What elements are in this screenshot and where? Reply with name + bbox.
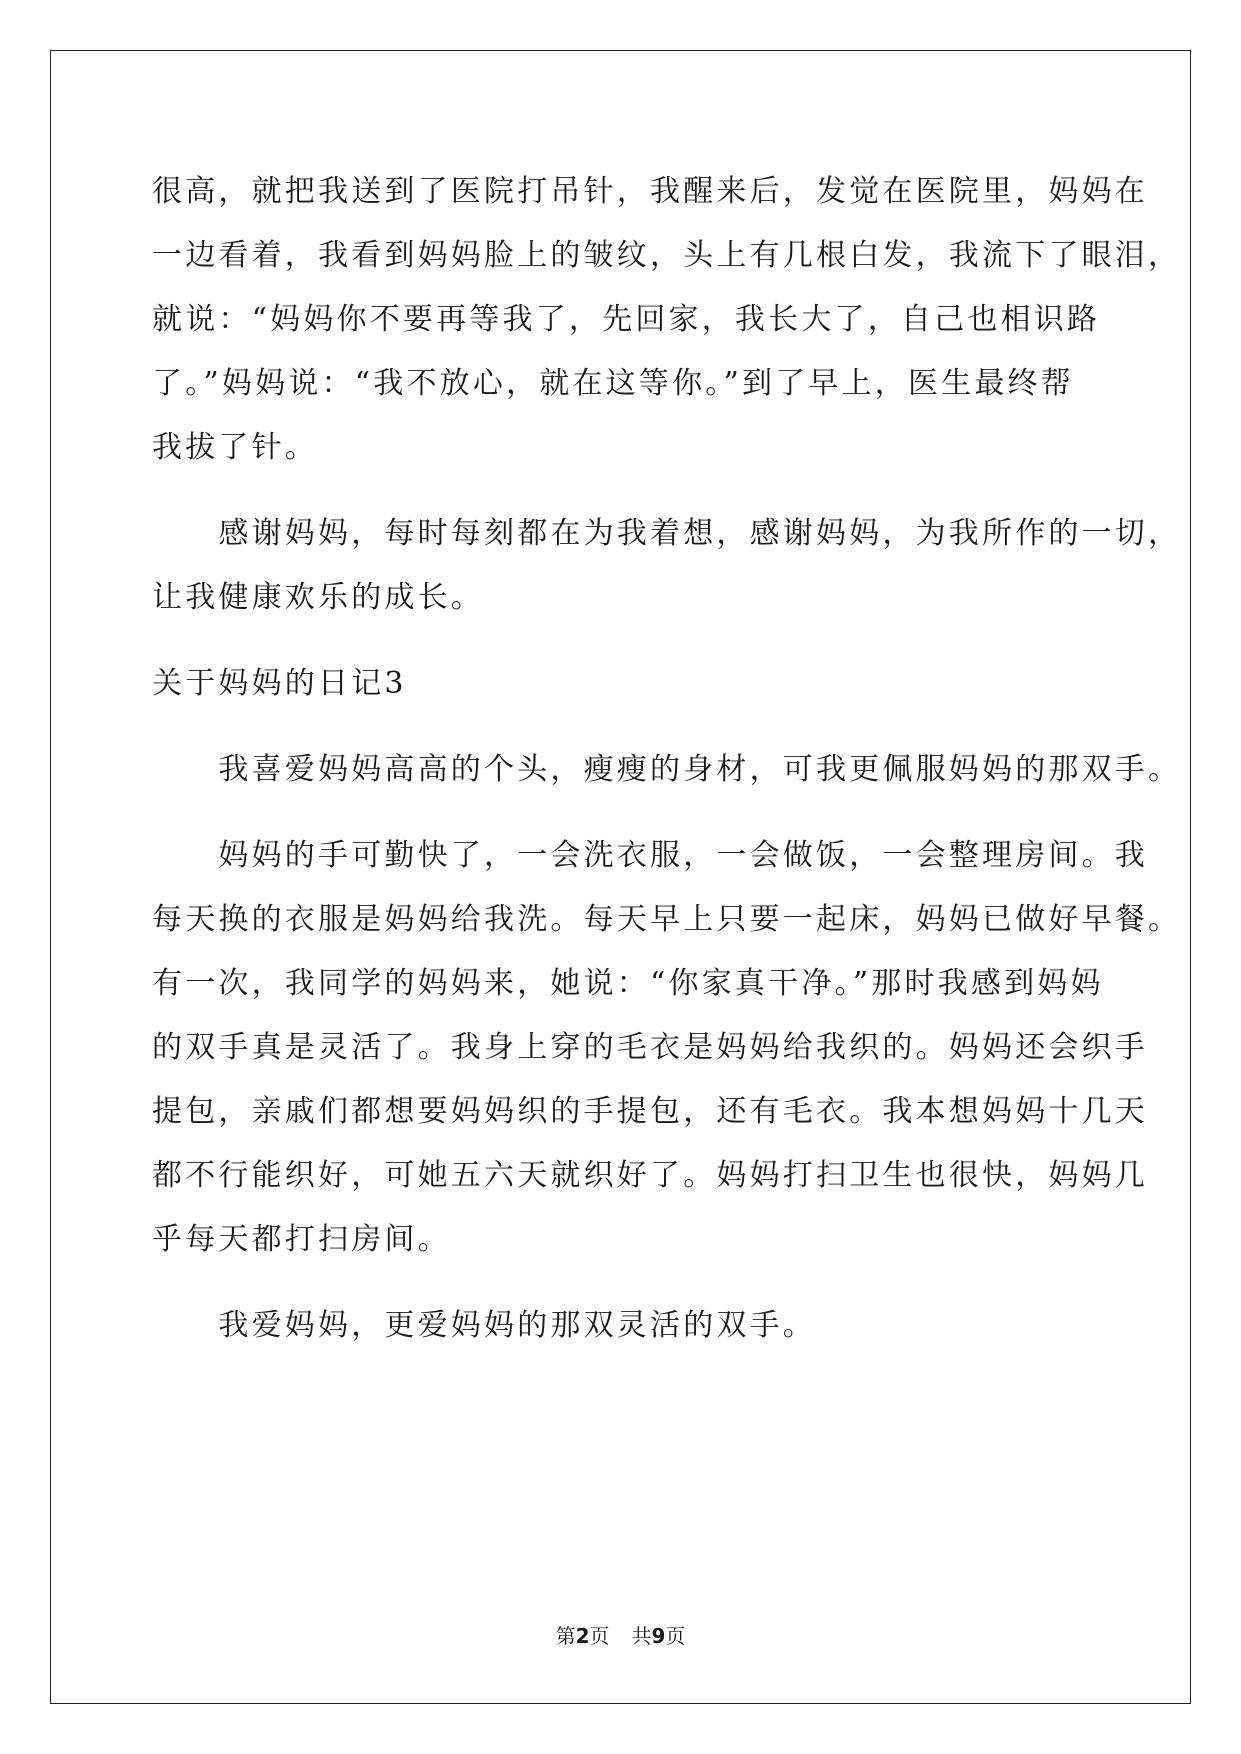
text-line: 感谢妈妈，每时每刻都在为我着想，感谢妈妈，为我所作的一切，: [152, 516, 1182, 551]
document-body: [152, 160, 1182, 1358]
text-line: 很高，就把我送到了医院打吊针，我醒来后，发觉在医院里，妈妈在: [152, 174, 1148, 209]
text-line: 每天换的衣服是妈妈给我洗。每天早上只要一起床，妈妈已做好早餐。: [152, 902, 1182, 937]
paragraph: 我爱妈妈，更爱妈妈的那双灵活的双手。: [152, 1308, 816, 1343]
text-line: 有一次，我同学的妈妈来，她说：“你家真干净。”那时我感到妈妈: [152, 966, 1104, 1001]
text-line: 乎每天都打扫房间。: [152, 1222, 451, 1257]
text-line: 让我健康欢乐的成长。: [152, 580, 484, 615]
paragraph: [152, 824, 1182, 1272]
text-line: 的双手真是灵活了。我身上穿的毛衣是妈妈给我织的。妈妈还会织手: [152, 1030, 1148, 1065]
page-number: 第2页: [555, 1624, 610, 1648]
page-total: 共9页: [631, 1624, 686, 1648]
text-line: 了。”妈妈说：“我不放心，就在这等你。”到了早上，医生最终帮: [152, 366, 1075, 401]
text-line: 就说：“妈妈你不要再等我了，先回家，我长大了，自己也相识路: [152, 302, 1101, 337]
paragraph: [152, 160, 1182, 480]
section-heading: 关于妈妈的日记3: [152, 666, 407, 701]
text-line: 提包，亲戚们都想要妈妈织的手提包，还有毛衣。我本想妈妈十几天: [152, 1094, 1148, 1129]
paragraph: [152, 502, 1182, 630]
text-line: 我拔了针。: [152, 430, 318, 465]
paragraph: 我喜爱妈妈高高的个头，瘦瘦的身材，可我更佩服妈妈的那双手。: [152, 752, 1182, 787]
text-line: 妈妈的手可勤快了，一会洗衣服，一会做饭，一会整理房间。我: [152, 838, 1148, 873]
text-line: 都不行能织好，可她五六天就织好了。妈妈打扫卫生也很快，妈妈几: [152, 1158, 1148, 1193]
text-line: 一边看着，我看到妈妈脸上的皱纹，头上有几根白发，我流下了眼泪，: [152, 238, 1182, 273]
page-footer: [0, 1622, 1241, 1650]
